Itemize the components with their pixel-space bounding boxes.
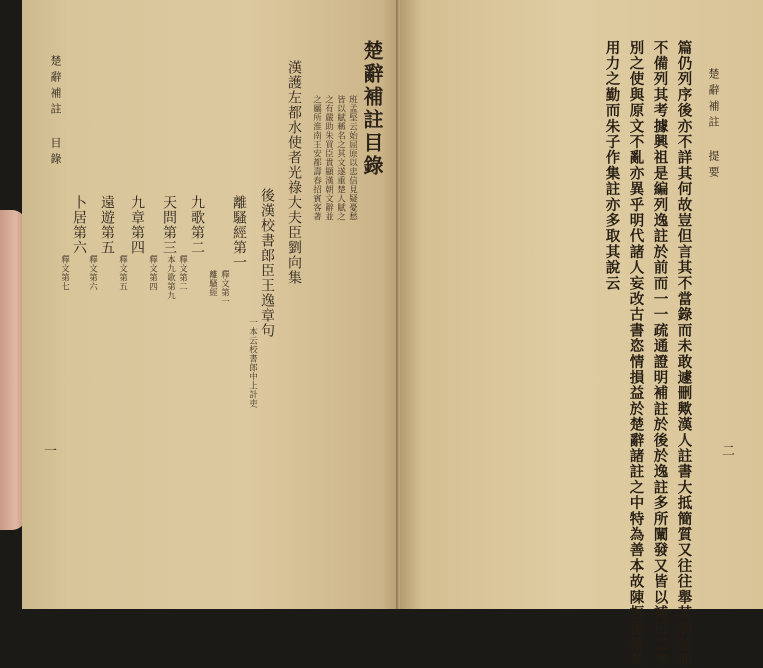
toc-entry-3-sub: 釋文第四: [147, 255, 158, 291]
right-page-number: 二: [722, 444, 736, 459]
intro-note-4: 之屬所淮南王安都壽春招賓客著: [311, 95, 322, 221]
toc-entry-2-note: 本九歌第九: [165, 255, 176, 300]
toc-entry-6: 卜居第六: [71, 195, 87, 255]
toc-entry-5-sub: 釋文第六: [87, 255, 98, 291]
body-col-1: 篇仍列序後亦不詳其何故豈但言其不當錄而未敢遽刪歟漢人註書大抵簡質又往往舉其訓詁而: [675, 40, 693, 668]
toc-entry-3: 天問第三: [161, 195, 177, 255]
toc-entry-2-sub: 釋文第二: [177, 255, 188, 291]
body-col-2: 不備列其考據興祖是編列逸註於前而一一疏通證明補註於後於逸註多所闡發又皆以補曰二字: [651, 40, 669, 668]
toc-entry-4: 九章第四: [129, 195, 145, 255]
left-page-mark: 一: [44, 444, 58, 459]
body-col-4: 用力之勤而朱子作集註亦多取其說云: [603, 40, 621, 292]
left-page: [22, 0, 400, 609]
intro-note-3: 之有嚴助朱買臣貴顯漢朝文辭並: [323, 95, 334, 221]
right-page: [400, 0, 763, 668]
compiler-line: 漢護左都水使者光祿大夫臣劉向集: [286, 60, 302, 285]
body-col-3: 別之使與原文不亂亦異乎明代諸人妄改古書恣情損益於楚辭諸註之中特為善本故陳振孫稱其: [627, 40, 645, 668]
toc-entry-6-sub: 釋文第七: [59, 255, 70, 291]
page-title: 楚辭補註目錄: [360, 40, 384, 178]
right-running-header: 楚辭補註 提要: [707, 68, 720, 182]
toc-entry-1-note: 離騷經: [207, 270, 218, 297]
intro-note-1: 班孟堅云始屈原以忠信見疑憂愁: [347, 95, 358, 221]
commentator-note: 一本云校書郎中上計吏: [247, 318, 258, 408]
left-running-header: 楚辭補註 目錄: [49, 55, 62, 169]
intro-note-2: 皆以賦稱名之其文遂重楚人賦之: [335, 95, 346, 221]
commentator-line: 後漢校書郎臣王逸章句: [259, 188, 275, 338]
toc-entry-2: 九歌第二: [189, 195, 205, 255]
toc-entry-4-sub: 釋文第五: [117, 255, 128, 291]
toc-entry-1-sub: 釋文第一: [219, 270, 230, 306]
toc-entry-1: 離騷經第一: [231, 195, 247, 270]
toc-entry-5: 遠遊第五: [99, 195, 115, 255]
